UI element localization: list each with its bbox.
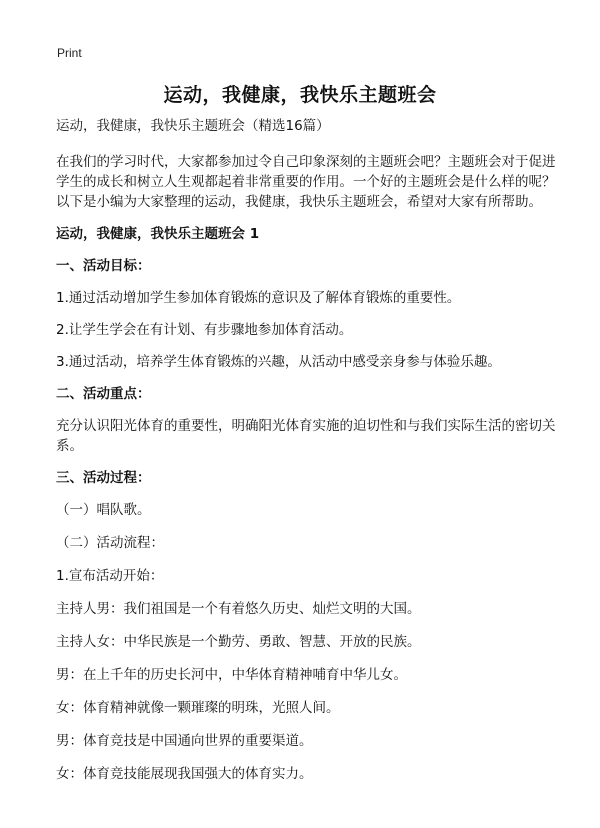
process-item: （一）唱队歌。 [56,502,151,518]
article-body [56,116,556,797]
intro-paragraph: 在我们的学习时代，大家都参加过令自己印象深刻的主题班会吧？主题班会对于促进学生的成长和树立人生观都起着非常重要的作用。一个好的主题班会是什么样的呢？以下是小编为大家整理的运动，我健康，我快乐主题班会，希望对大家有所帮助。 [56,154,556,210]
goal-item: 3.通过活动，培养学生体育锻炼的兴趣，从活动中感受亲身参与体验乐趣。 [56,354,501,370]
goal-item: 2.让学生学会在有计划、有步骤地参加体育活动。 [56,322,353,338]
section-title: 运动，我健康，我快乐主题班会 1 [56,226,260,242]
process-item: 男：在上千年的历史长河中，中华体育精神哺育中华儿女。 [56,667,407,683]
process-item: 主持人女：中华民族是一个勤劳、勇敢、智慧、开放的民族。 [56,634,421,650]
goal-heading: 一、活动目标： [56,258,151,274]
process-heading: 三、活动过程： [56,470,151,486]
process-item: 主持人男：我们祖国是一个有着悠久历史、灿烂文明的大国。 [56,601,421,617]
focus-heading: 二、活动重点： [56,386,151,402]
process-item: 男：体育竞技是中国通向世界的重要渠道。 [56,733,313,749]
process-item: 女：体育竞技能展现我国强大的体育实力。 [56,766,313,782]
article-subtitle: 运动，我健康，我快乐主题班会（精选16篇） [56,118,330,134]
goal-item: 1.通过活动增加学生参加体育锻炼的意识及了解体育锻炼的重要性。 [56,290,461,306]
print-link[interactable]: Print [57,46,82,60]
focus-paragraph: 充分认识阳光体育的重要性，明确阳光体育实施的迫切性和与我们实际生活的密切关系。 [56,418,556,454]
process-item: 1.宣布活动开始： [56,568,164,584]
process-item: 女：体育精神就像一颗璀璨的明珠，光照人间。 [56,700,340,716]
process-item: （二）活动流程： [56,535,164,551]
page-title: 运动，我健康，我快乐主题班会 [163,84,437,106]
